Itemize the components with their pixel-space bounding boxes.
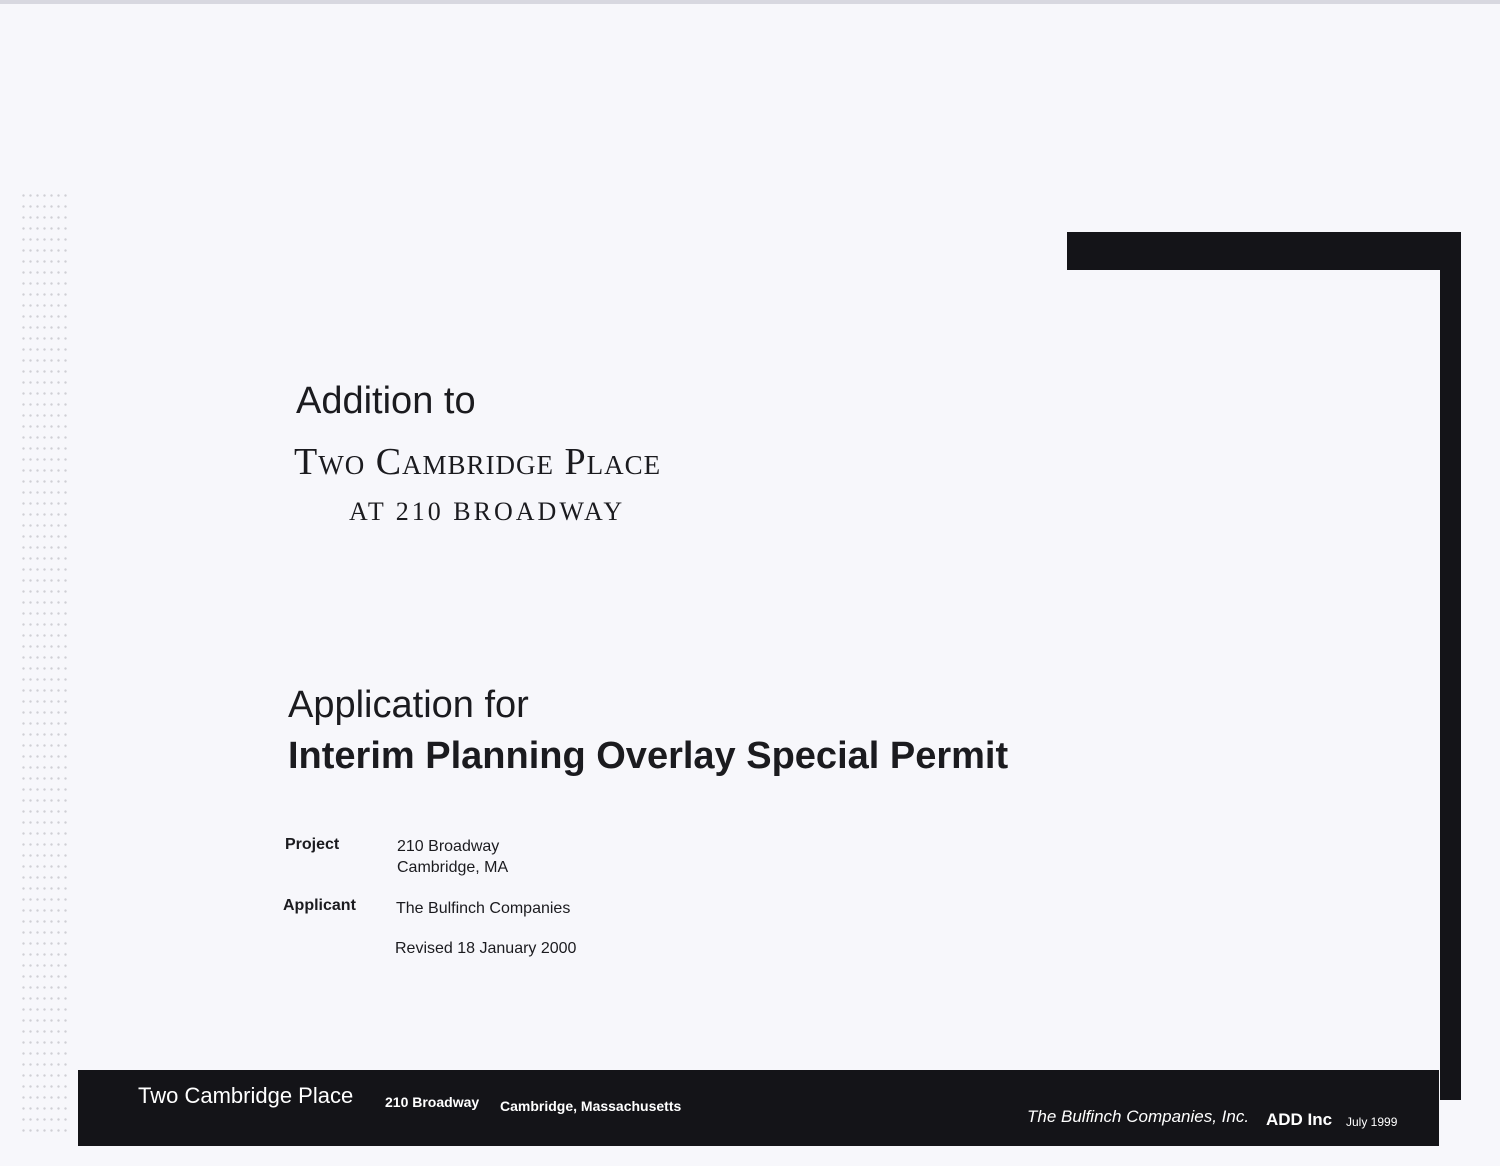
- footer-company: The Bulfinch Companies, Inc.: [1027, 1107, 1250, 1126]
- footer-bar: [78, 1070, 1439, 1146]
- applicant-value: The Bulfinch Companies: [396, 900, 571, 917]
- footer-title: Two Cambridge Place: [138, 1083, 354, 1108]
- revised-date: Revised 18 January 2000: [395, 940, 577, 957]
- permit-title: Interim Planning Overlay Special Permit: [288, 735, 1009, 777]
- scan-edge-noise: [20, 190, 70, 1140]
- building-name: Two Cambridge Place: [294, 441, 662, 483]
- applicant-label: Applicant: [283, 897, 356, 914]
- building-address: AT 210 BROADWAY: [349, 497, 626, 526]
- project-street: 210 Broadway: [397, 838, 500, 855]
- page-top-edge: [0, 0, 1500, 4]
- application-heading: Application for: [288, 684, 529, 726]
- footer-city: Cambridge, Massachusetts: [500, 1098, 682, 1114]
- frame-top-bar: [1067, 232, 1461, 270]
- frame-right-bar: [1440, 244, 1461, 1100]
- project-label: Project: [285, 836, 340, 853]
- project-city: Cambridge, MA: [397, 859, 509, 876]
- footer-street: 210 Broadway: [385, 1094, 480, 1110]
- addition-heading: Addition to: [296, 380, 476, 422]
- footer-firm: ADD Inc: [1266, 1110, 1333, 1129]
- footer-date: July 1999: [1346, 1115, 1398, 1129]
